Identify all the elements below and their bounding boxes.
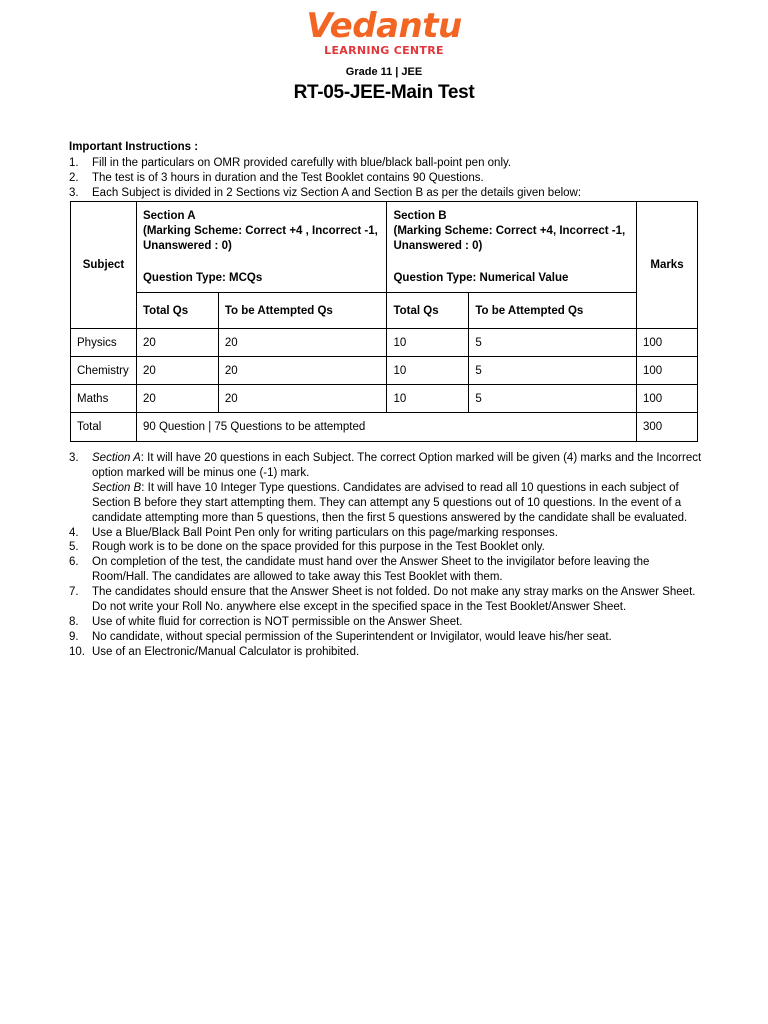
marking-scheme-table (70, 201, 698, 442)
section-a-qtype: Question Type: MCQs (142, 272, 263, 284)
cell: 20 (218, 357, 387, 385)
section-a-note (92, 451, 709, 481)
list-item (69, 585, 709, 615)
subject-cell: Maths (71, 385, 137, 413)
item-text: No candidate, without special permission of the Superintendent or Invigilator, would leave his/her seat. (92, 630, 612, 643)
section-a-scheme: (Marking Scheme: Correct +4 , Incorrect -1, (142, 225, 378, 237)
table-row (71, 385, 698, 413)
cell: 20 (136, 385, 218, 413)
logo-wordmark: Vedantu (306, 6, 462, 46)
item-number: 4. (69, 526, 79, 539)
cell: 10 (387, 329, 469, 357)
item-number: 10. (69, 645, 85, 658)
vedantu-logo (0, 8, 768, 57)
section-a-title: Section A (142, 210, 196, 222)
marks-header: Marks (636, 202, 697, 329)
instructions-heading: Important Instructions : (69, 141, 199, 153)
cell: 20 (218, 385, 387, 413)
item-number: 2. (69, 172, 79, 184)
list-item (69, 451, 709, 526)
section-a-label: Section A (92, 452, 141, 464)
cell: 10 (387, 385, 469, 413)
subject-header: Subject (71, 202, 137, 329)
section-a-note-text: : It will have 20 questions in each Subject. The correct Option marked will be given (4) marks and the Incorrect option marked will be minus one (-1) mark. (92, 452, 702, 479)
section-b-note (92, 481, 709, 526)
section-b-note-text: : It will have 10 Integer Type questions. Candidates are advised to read all 10 questions in each subject of Section B before they start attempting them. They can attempt any 5 questions out of 10 questions. In the event of a candidate attempting more than 5 questions, then the first 5 questions answered by the candidate shall be evaluated. (92, 481, 688, 524)
list-item (69, 615, 709, 630)
list-item (69, 186, 581, 201)
section-b-total-header: Total Qs (387, 293, 469, 329)
list-item (69, 555, 709, 585)
cell: 5 (469, 357, 637, 385)
item-text: Rough work is to be done on the space provided for this purpose in the Test Booklet only. (92, 541, 545, 554)
page-title: RT-05-JEE-Main Test (293, 82, 475, 103)
total-marks: 300 (636, 413, 697, 442)
cell: 5 (469, 385, 637, 413)
section-b-scheme: (Marking Scheme: Correct +4, Incorrect -1, (393, 225, 626, 237)
item-text: Fill in the particulars on OMR provided carefully with blue/black ball-point pen only. (92, 157, 512, 169)
section-b-unanswered: Unanswered : 0) (393, 240, 483, 252)
item-text: Use a Blue/Black Ball Point Pen only for writing particulars on this page/marking responses. (92, 526, 558, 539)
item-number: 8. (69, 615, 79, 628)
cell: 10 (387, 357, 469, 385)
marks-cell: 100 (636, 385, 697, 413)
item-number: 6. (69, 556, 79, 569)
section-b-qtype: Question Type: Numerical Value (393, 272, 569, 284)
item-number: 9. (69, 630, 79, 643)
section-a-unanswered: Unanswered : 0) (142, 240, 232, 252)
item-text: Each Subject is divided in 2 Sections viz Section A and Section B as per the details given below: (92, 187, 582, 199)
list-item (69, 630, 709, 645)
item-number: 5. (69, 541, 79, 554)
subject-cell: Physics (71, 329, 137, 357)
instructions-bottom-list (69, 451, 709, 660)
section-b-attempt-header: To be Attempted Qs (469, 293, 637, 329)
cell: 20 (218, 329, 387, 357)
total-row (71, 413, 698, 442)
grade-label: Grade 11 | JEE (345, 66, 423, 78)
item-text: Use of white fluid for correction is NOT permissible on the Answer Sheet. (92, 615, 463, 628)
marks-cell: 100 (636, 357, 697, 385)
item-text: On completion of the test, the candidate must hand over the Answer Sheet to the invigilator before leaving the Room/Hall. The candidates are allowed to take away this Test Booklet with them. (92, 556, 650, 584)
item-text: The candidates should ensure that the Answer Sheet is not folded. Do not make any stray marks on the Answer Sheet. Do not write your Roll No. anywhere else except in the specified space in the Test Booklet/Answer Sheet. (92, 586, 696, 614)
item-number: 3. (69, 187, 79, 199)
subject-cell: Chemistry (71, 357, 137, 385)
table-subheader-row (71, 293, 698, 329)
cell: 5 (469, 329, 637, 357)
instructions-top-list (69, 156, 581, 201)
list-item (69, 526, 709, 541)
list-item (69, 645, 709, 660)
item-number: 1. (69, 157, 79, 169)
table-row (71, 357, 698, 385)
list-item (69, 540, 709, 555)
list-item (69, 171, 581, 186)
total-text: 90 Question | 75 Questions to be attempted (136, 413, 636, 442)
item-number: 3. (69, 452, 79, 464)
section-a-attempt-header: To be Attempted Qs (218, 293, 387, 329)
section-b-label: Section B (92, 481, 142, 494)
table-row (71, 329, 698, 357)
cell: 20 (136, 329, 218, 357)
section-b-title: Section B (393, 210, 447, 222)
marks-cell: 100 (636, 329, 697, 357)
section-a-total-header: Total Qs (136, 293, 218, 329)
logo-tagline: LEARNING CENTRE (324, 44, 444, 57)
cell: 20 (136, 357, 218, 385)
item-number: 7. (69, 586, 79, 599)
item-text: Use of an Electronic/Manual Calculator is prohibited. (92, 645, 360, 658)
table-header-row (71, 202, 698, 293)
section-a-header (136, 202, 387, 293)
section-b-header (387, 202, 637, 293)
item-text: The test is of 3 hours in duration and the Test Booklet contains 90 Questions. (92, 172, 484, 184)
total-label: Total (71, 413, 137, 442)
list-item (69, 156, 581, 171)
